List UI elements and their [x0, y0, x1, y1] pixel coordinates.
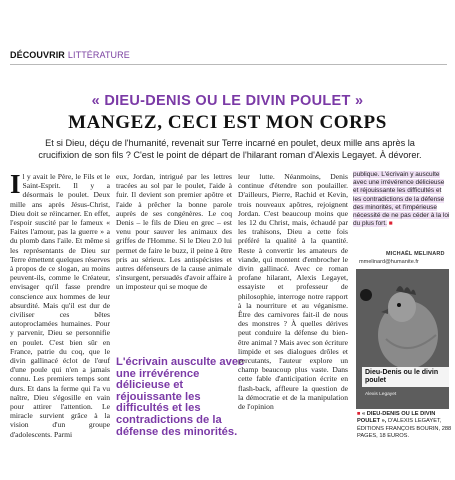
rubric-rule — [10, 64, 447, 65]
caption-mark: ■ — [357, 411, 361, 417]
body-text-4: publique. L'écrivain y ausculte avec une irrévérence délicieuse et réjouissante les difficultés et les contradictions de la défense des minorités, et l'impérieuse nécessité de ne pas céder à la loi du plus fort. — [353, 171, 450, 228]
book-cover — [356, 269, 449, 409]
publisher-logo — [360, 289, 372, 301]
kicker-title: « DIEU-DENIS OU LE DIVIN POULET » — [91, 93, 364, 109]
body-column-3 — [238, 172, 348, 411]
body-text-1: l y avait le Père, le Fils et le Saint-Esprit. Il y a désormais le poulet. Deux mille ans après Jésus-Christ, Dieu doit se réincarner. En effet, l'espoir suscité par le fameux « Faites l'amour, pas la guerre » a du plomb dans l'aile. Et même si les représentants de Dieu sur Terre émettent quelques réserves à propos de ce slogan, au moins peuvent-ils, comme le Créateur, envisager qu'il fasse prendre conscience aux hommes de leur absurdité. Mais qu'il est dur de civiliser ces bêtes autoproclamées humaines. Pour y parvenir, Dieu se personnifie en poulet. C'est bien sûr en France, patrie du coq, que le divin gallinacé éclot de l'œuf d'une poule qui n'en a jamais connu. Les premiers temps sont durs. Et dans la ferme qui l'a vu naître, Dieu s'égosille en vain pour attirer l'attention. Le miracle survient grâce à la vision d'un groupe d'adolescents. Parmi — [10, 172, 110, 439]
subsection-name: LITTÉRATURE — [67, 50, 130, 60]
section-name: DÉCOUVRIR — [10, 50, 65, 60]
pull-quote: L'écrivain ausculte avec une irrévérence délicieuse et réjouissante les difficultés et les contradictions de la défense des minorités. — [116, 356, 245, 438]
caption-details: D'ALEXIS LEGAYET, ÉDITIONS FRANÇOIS BOURIN, 288 PAGES, 18 EUROS. — [357, 418, 452, 440]
body-column-1 — [10, 169, 110, 439]
author-email: mmelinard@humanite.fr — [359, 259, 419, 265]
body-column-2 — [116, 172, 232, 292]
sidebar-column — [353, 171, 451, 228]
section-rubric — [10, 50, 130, 60]
standfirst: Et si Dieu, déçu de l'humanité, revenait sur Terre incarné en poulet, deux mille ans après la crucifixion de son fils ? C'est le point de départ de l'hilarant roman d'Alexis Legayet. À dévorer. — [38, 138, 422, 160]
body-text-2: eux, Jordan, intrigué par les lettres tracées au sol par le poulet, l'aide à fuir. Il devient son premier apôtre et l'aide à prêcher la bonne parole auprès de ses congénères. Le coq Denis – le fils de Dieu en grec – est venu pour sauver les animaux des griffes de l'Homme. Si le Dieu 2.0 lui permet de faire le buzz, il peine à être pris au sérieux. Les antispécistes et autres défenseurs de la cause animale s'insurgent, persuadés d'avoir affaire à un imposteur qui se moque de — [116, 172, 232, 292]
headline: MANGEZ, CECI EST MON CORPS — [68, 112, 387, 133]
book-caption — [357, 411, 452, 441]
end-mark: ■ — [388, 220, 393, 228]
cover-title: Dieu-Denis ou le divin poulet — [362, 367, 449, 387]
drop-cap: I — [10, 169, 21, 199]
caption-title: « DIEU-DENIS OU LE DIVIN POULET », — [357, 411, 436, 425]
body-text-3: leur lutte. Néanmoins, Denis continue d'étendre son poulailler. D'ailleurs, Pierre, Rachid et Kevin, trois nouveaux apôtres, rejoignent Jordan. C'est beaucoup moins que les 12 du Christ, mais, échaudé par les trahisons, Dieu a cette fois préféré la qualité à la quantité. Reste à convertir les amateurs de viande, qui montent d'embrocher le divin gallinacé. Avec ce roman profane hilarant, Alexis Legayet, essayiste et professeur de philosophie, interroge notre rapport à la nourriture et au véganisme. Être des carnivores fait-il de nous des monstres ? À quelles dérives peut conduire la défense du bien-être animal ? Mais avec son écriture limpide et ses dialogues drôles et percutants, l'auteur explore un champ beaucoup plus vaste. Dans cette fable d'anticipation écrite en flash-back, affleure la question de la démocratie et de la manipulation de l'opinion — [238, 172, 348, 412]
author-credit: MICHAËL MELINARD — [386, 251, 445, 257]
cover-author: Alexis Legayet — [365, 392, 397, 397]
